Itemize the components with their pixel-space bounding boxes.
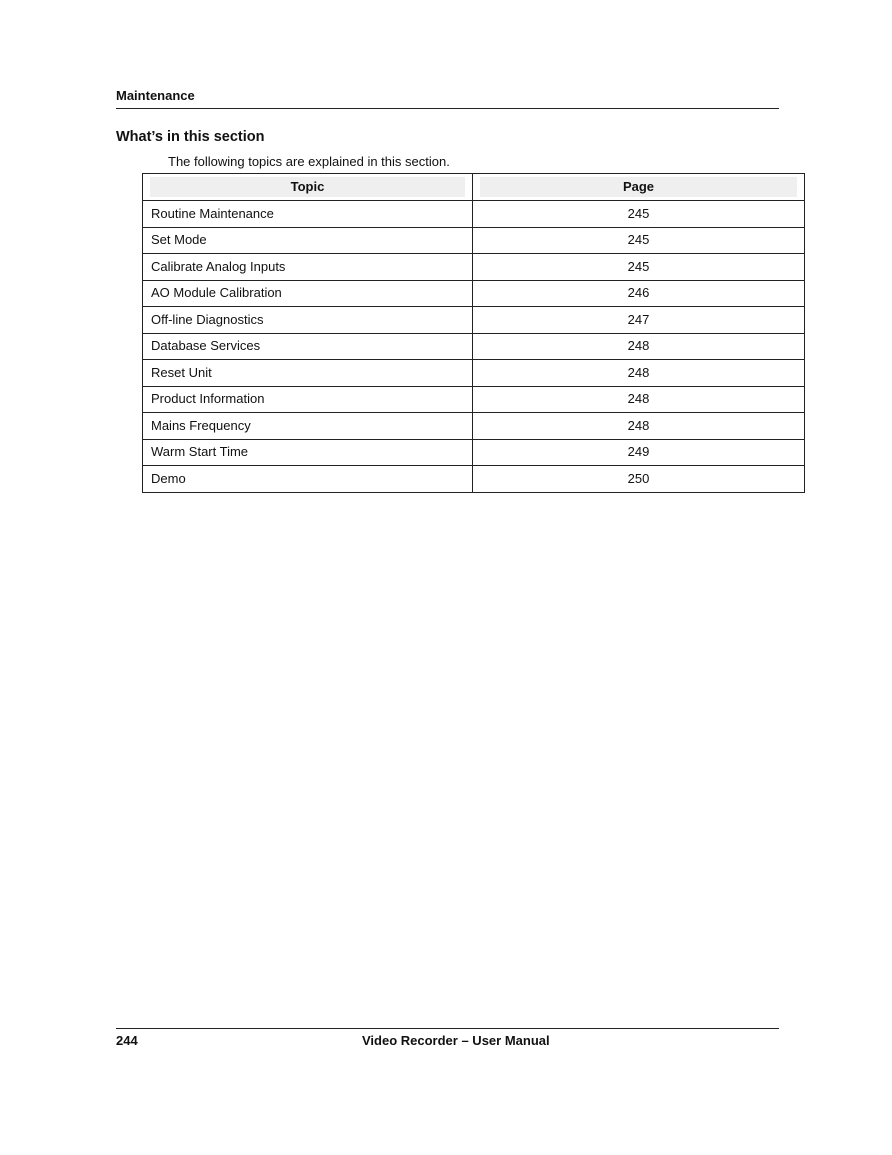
footer-page-number: 244	[116, 1033, 138, 1048]
section-heading: What’s in this section	[116, 129, 265, 145]
topic-cell: Warm Start Time	[143, 439, 473, 466]
topic-cell: Off-line Diagnostics	[143, 307, 473, 334]
page-cell: 245	[473, 201, 805, 228]
page-cell: 248	[473, 333, 805, 360]
topic-cell: Mains Frequency	[143, 413, 473, 440]
intro-text: The following topics are explained in this section.	[168, 154, 450, 169]
page-cell: 246	[473, 280, 805, 307]
topic-cell: Reset Unit	[143, 360, 473, 387]
topic-cell: Database Services	[143, 333, 473, 360]
table-header-row	[143, 174, 805, 201]
table-row	[143, 254, 805, 281]
table-row	[143, 333, 805, 360]
table-row	[143, 201, 805, 228]
column-header-topic: Topic	[143, 174, 473, 201]
page-cell: 248	[473, 360, 805, 387]
topics-table	[142, 173, 805, 493]
table-row	[143, 227, 805, 254]
table-row	[143, 439, 805, 466]
column-header-page: Page	[473, 174, 805, 201]
page-cell: 245	[473, 227, 805, 254]
table-row	[143, 413, 805, 440]
topic-cell: Demo	[143, 466, 473, 493]
page-cell: 248	[473, 413, 805, 440]
table-row	[143, 466, 805, 493]
topic-cell: Product Information	[143, 386, 473, 413]
page-cell: 249	[473, 439, 805, 466]
topic-cell: Set Mode	[143, 227, 473, 254]
table-row	[143, 386, 805, 413]
footer-divider	[116, 1028, 779, 1029]
running-header	[116, 88, 779, 109]
topic-cell: Routine Maintenance	[143, 201, 473, 228]
topic-cell: Calibrate Analog Inputs	[143, 254, 473, 281]
table-row	[143, 307, 805, 334]
footer-manual-title: Video Recorder – User Manual	[362, 1033, 550, 1048]
topic-cell: AO Module Calibration	[143, 280, 473, 307]
page-cell: 245	[473, 254, 805, 281]
page-cell: 248	[473, 386, 805, 413]
table-row	[143, 280, 805, 307]
page-cell: 247	[473, 307, 805, 334]
page-cell: 250	[473, 466, 805, 493]
running-header-title: Maintenance	[116, 88, 195, 103]
table-row	[143, 360, 805, 387]
